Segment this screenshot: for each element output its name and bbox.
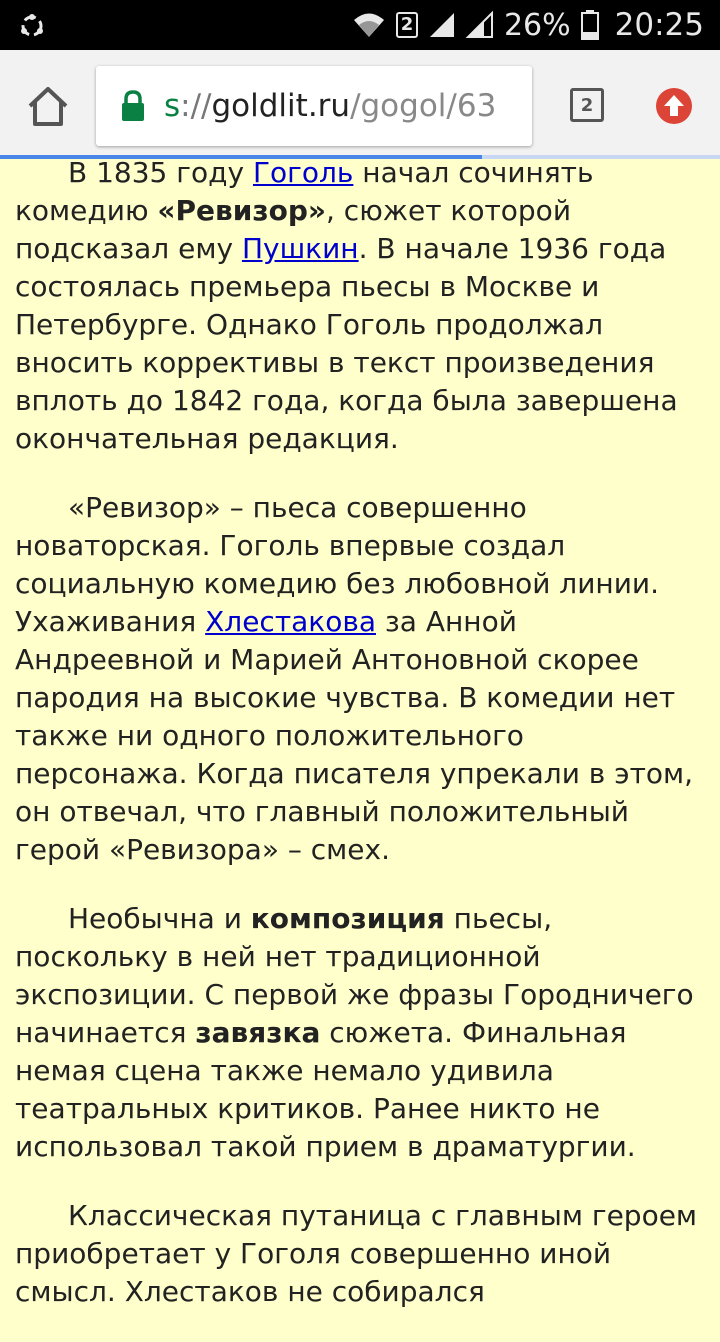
update-arrow-icon[interactable] [656,88,692,124]
address-bar[interactable] [96,66,532,146]
text: В 1835 году [68,156,253,189]
signal-icon-2 [466,11,494,39]
bold-text: «Ревизор» [157,194,326,227]
lock-icon [120,90,146,122]
text: «Ревизор» – пьеса совершенно новаторская. Гоголь впервые создал социальную комедию без любовной линии. Ухаживания [15,491,659,638]
wifi-icon [352,10,386,40]
bold-text: завязка [195,1016,321,1049]
sim-badge: 2 [396,12,418,38]
link-khlestakov[interactable]: Хлестакова [205,605,376,638]
url-path: /gogol/63 [350,88,497,124]
browser-toolbar [0,50,720,156]
paragraph-2 [15,489,705,869]
sync-icon [18,12,46,40]
signal-icon [428,11,456,39]
paragraph-1 [15,154,705,458]
paragraph-4 [15,1197,705,1311]
status-icons [352,0,704,50]
link-gogol[interactable]: Гоголь [252,156,354,189]
url-host: goldlit.ru [211,88,351,124]
home-icon[interactable] [22,80,74,132]
text: Классическая путаница с главным героем приобретает у Гоголя совершенно иной смысл. Хлестаков не собирался [15,1199,698,1308]
url-text[interactable] [164,66,496,146]
text: пьесы, поскольку в ней нет традиционной экспозиции. С первой же фразы Городничего начинается [15,902,694,1049]
text: начал сочинять комедию [15,156,594,227]
article-content [0,156,720,1308]
text: за Анной Андреевной и Марией Антоновной скорее пародия на высокие чувства. В комедии нет также ни одного положительного персонажа. Когда писателя упрекали в этом, он отвечал, что главный положительный герой «Ревизора» – смех. [15,605,694,866]
tab-switcher-button[interactable]: 2 [570,88,604,122]
battery-percent: 26% [503,7,571,43]
status-bar [0,0,720,50]
text: , сюжет которой подсказал ему [15,194,572,265]
text: сюжета. Финальная немая сцена также немало удивила театральных критиков. Ранее никто не использовал такой прием в драматургии. [15,1016,636,1163]
battery-icon [581,10,599,40]
bold-text: композиция [250,902,445,935]
clock: 20:25 [614,7,704,43]
text: . В начале 1936 года состоялась премьера пьесы в Москве и Петербурге. Однако Гоголь продолжал вносить коррективы в текст произведения вплоть до 1842 года, когда была завершена окончательная редакция. [15,232,678,455]
text: Необычна и [68,902,251,935]
paragraph-3 [15,900,705,1166]
url-scheme: s [164,88,181,124]
url-separator: :// [180,88,212,124]
link-pushkin[interactable]: Пушкин [241,232,359,265]
